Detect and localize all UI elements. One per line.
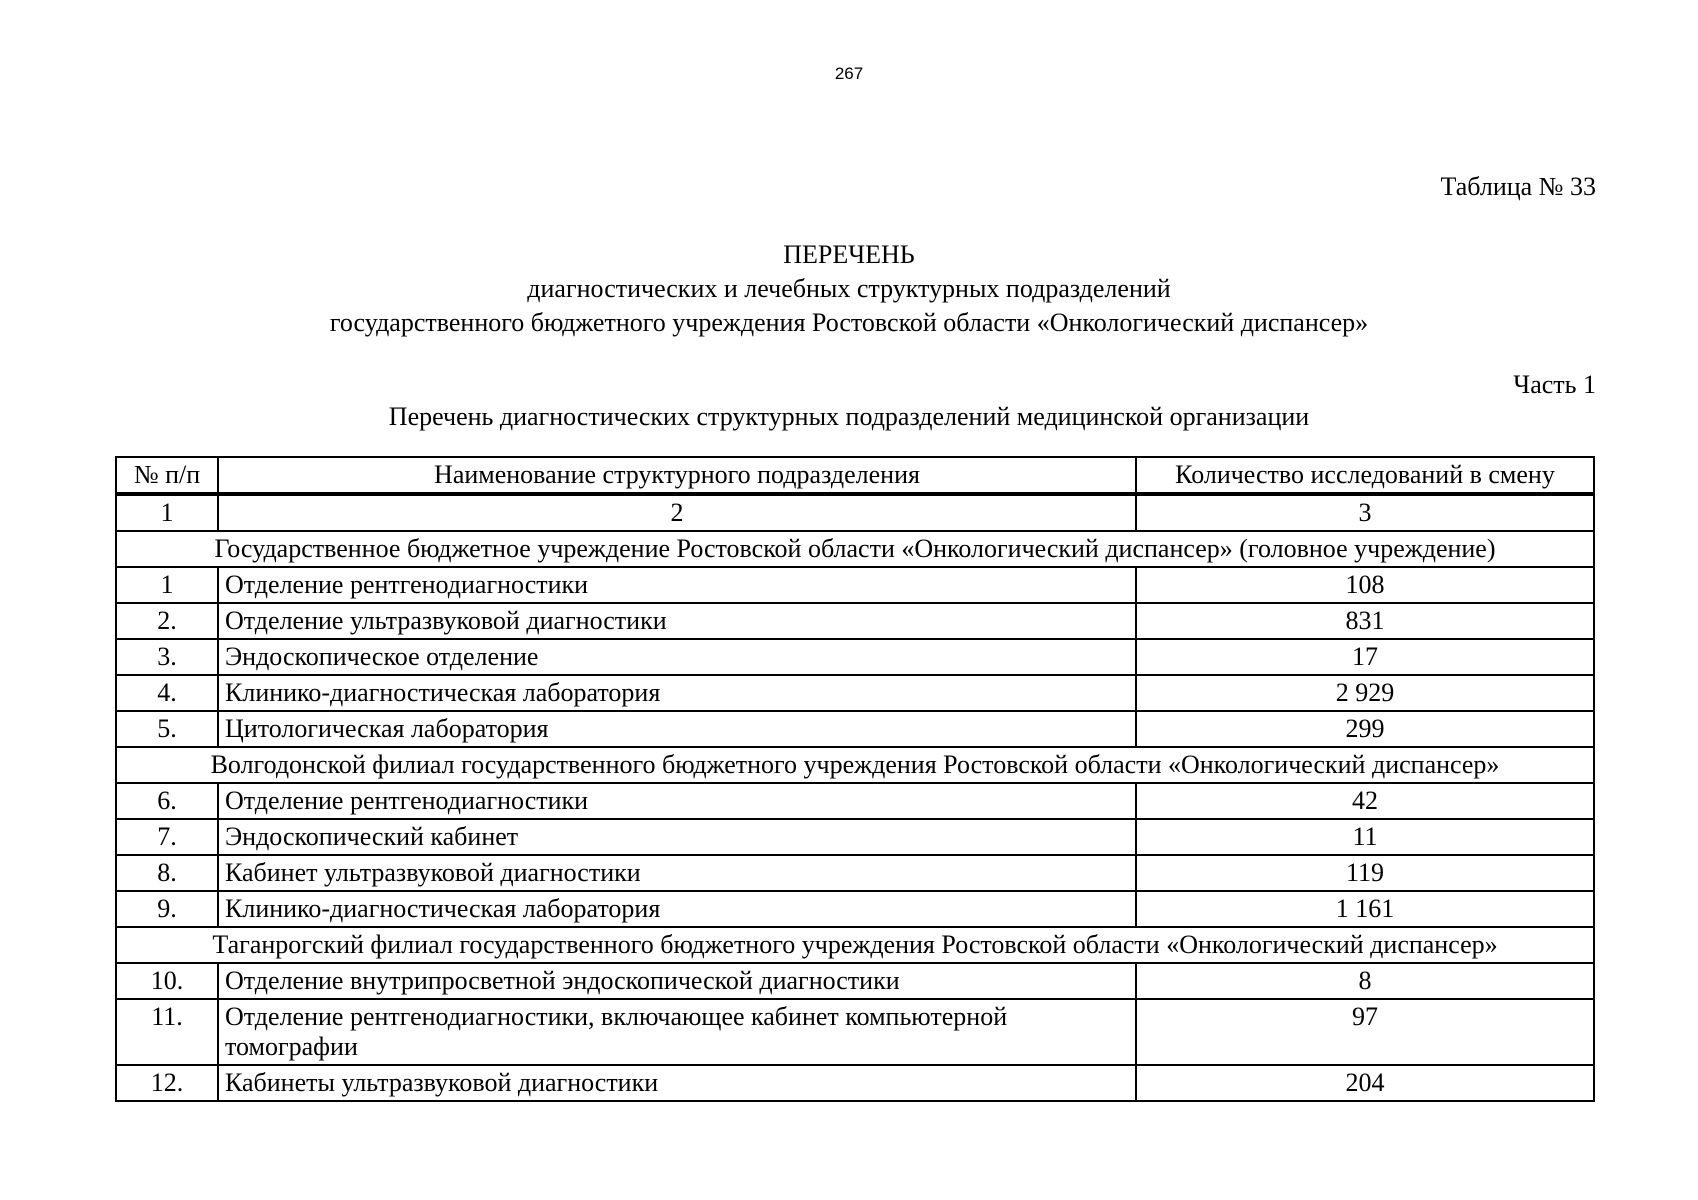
table-row — [116, 819, 1594, 855]
heading-line-3: государственного бюджетного учреждения Ростовской области «Онкологический диспансер» — [329, 308, 1369, 337]
row-number: 2. — [116, 603, 218, 639]
row-quantity: 299 — [1136, 711, 1594, 747]
row-quantity: 42 — [1136, 783, 1594, 819]
row-quantity: 108 — [1136, 567, 1594, 603]
row-number: 6. — [116, 783, 218, 819]
row-quantity: 97 — [1136, 999, 1594, 1065]
table-row — [116, 1065, 1594, 1101]
row-number: 11. — [116, 999, 218, 1065]
row-name: Отделение ультразвуковой диагностики — [218, 603, 1136, 639]
section-title: Государственное бюджетное учреждение Ростовской области «Онкологический диспансер» (головное учреждение) — [116, 531, 1594, 567]
row-quantity: 119 — [1136, 855, 1594, 891]
table-row — [116, 639, 1594, 675]
header-quantity: Количество исследований в смену — [1136, 457, 1594, 494]
table-row — [116, 963, 1594, 999]
row-name: Эндоскопический кабинет — [218, 819, 1136, 855]
table-row — [116, 567, 1594, 603]
row-quantity: 1 161 — [1136, 891, 1594, 927]
table-row — [116, 855, 1594, 891]
row-name: Отделение рентгенодиагностики, включающее кабинет компьютерной томографии — [218, 999, 1136, 1065]
part-title: Перечень диагностических структурных подразделений медицинской организации — [388, 402, 1310, 431]
section-row — [116, 531, 1594, 567]
heading-line-2: диагностических и лечебных структурных подразделений — [527, 274, 1171, 303]
row-name: Кабинет ультразвуковой диагностики — [218, 855, 1136, 891]
row-name: Клинико-диагностическая лаборатория — [218, 675, 1136, 711]
row-quantity: 204 — [1136, 1065, 1594, 1101]
header-number: № п/п — [116, 457, 218, 494]
column-number: 1 — [116, 494, 218, 531]
row-quantity: 2 929 — [1136, 675, 1594, 711]
section-title: Таганрогский филиал государственного бюджетного учреждения Ростовской области «Онкологический диспансер» — [116, 927, 1594, 963]
row-quantity: 17 — [1136, 639, 1594, 675]
row-number: 3. — [116, 639, 218, 675]
row-quantity: 11 — [1136, 819, 1594, 855]
row-number: 9. — [116, 891, 218, 927]
row-name: Отделение рентгенодиагностики — [218, 783, 1136, 819]
row-number: 5. — [116, 711, 218, 747]
row-number: 7. — [116, 819, 218, 855]
header-name: Наименование структурного подразделения — [218, 457, 1136, 494]
part-label: Часть 1 — [1513, 370, 1596, 399]
section-title: Волгодонской филиал государственного бюджетного учреждения Ростовской области «Онкологический диспансер» — [116, 747, 1594, 783]
column-number-row — [116, 494, 1594, 531]
table-row — [116, 783, 1594, 819]
page-number: 267 — [834, 64, 864, 83]
row-quantity: 8 — [1136, 963, 1594, 999]
table-row — [116, 891, 1594, 927]
row-name: Эндоскопическое отделение — [218, 639, 1136, 675]
row-name: Цитологическая лаборатория — [218, 711, 1136, 747]
row-name: Кабинеты ультразвуковой диагностики — [218, 1065, 1136, 1101]
row-number: 10. — [116, 963, 218, 999]
section-row — [116, 927, 1594, 963]
document-heading — [0, 238, 1698, 340]
row-name: Клинико-диагностическая лаборатория — [218, 891, 1136, 927]
table-header-row — [116, 457, 1594, 494]
heading-line-1: ПЕРЕЧЕНЬ — [783, 240, 915, 269]
departments-table — [115, 456, 1595, 1102]
table-row — [116, 603, 1594, 639]
table-row — [116, 711, 1594, 747]
column-number: 2 — [218, 494, 1136, 531]
table-row — [116, 675, 1594, 711]
column-number: 3 — [1136, 494, 1594, 531]
table-row — [116, 999, 1594, 1065]
row-number: 1 — [116, 567, 218, 603]
row-number: 12. — [116, 1065, 218, 1101]
row-name: Отделение внутрипросветной эндоскопической диагностики — [218, 963, 1136, 999]
table-number: Таблица № 33 — [1440, 172, 1596, 201]
row-number: 8. — [116, 855, 218, 891]
section-row — [116, 747, 1594, 783]
row-name: Отделение рентгенодиагностики — [218, 567, 1136, 603]
row-quantity: 831 — [1136, 603, 1594, 639]
row-number: 4. — [116, 675, 218, 711]
